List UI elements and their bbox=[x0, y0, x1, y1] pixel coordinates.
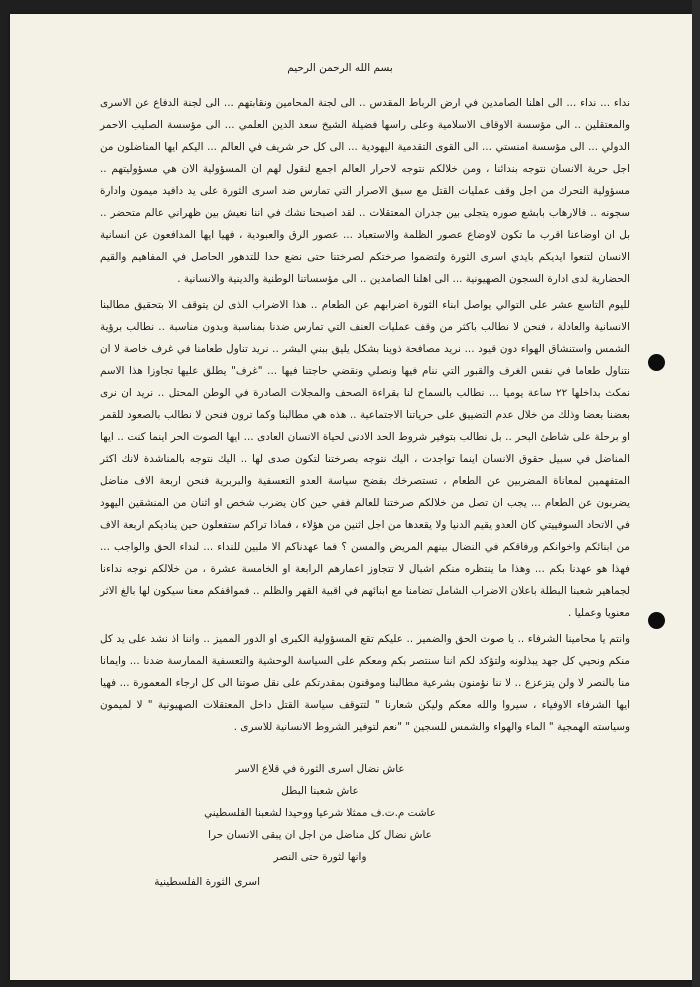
punch-hole bbox=[648, 612, 665, 629]
slogan-line: عاش نضال كل مناضل من اجل ان يبقى الانسان حرا bbox=[208, 829, 432, 841]
punch-hole bbox=[648, 354, 665, 371]
paragraph-appeal: نداء ... نداء ... الى اهلنا الصامدين في ارض الرباط المقدس .. الى لجنة المحامين ونقابتهم ... الى لجنة الدفاع عن الاسرى والمعتقلين .. الى مؤسسة الاوقاف الاسلامية وعلى راسها فضيلة الشيخ سعد الدين العلمي ... الى مؤسسة الصليب الاحمر الدولي ... الى مؤسسة امنستي ... الى القوى التقدمية اليهودية ... الى كل حر شريف في العالم ... اليكم ايها المناضلون من اجل حرية الانسان نتوجه بندائنا ، ومن خلالكم نتوجه لاحرار العالم اجمع لنقول لهم ان المسؤولية الان هي مسؤوليتهم .. مسؤولية التحرك من اجل وقف عمليات القتل مع سبق الاصرار التي تمارس ضد اسرى الثورة على يد دافيد ميمون وادارة سجونه .. فالارهاب بابشع صوره يتجلى بين جدران المعتقلات .. لقد اصبحنا نشك في اننا نعيش بين ظهراني عالم متحضر .. بل ان اوضاعنا اقرب ما تكون لاوضاع عصور الظلمة والاستعباد ... عصور الرق والعبودية ، فهيا ايها المدافعون عن انسانية الانسان لتنعوا ايديكم بايدي اسرى الثورة ولتضموا صرختكم لصرختنا حتى نضع حدا للتدهور الحاصل في المفاهيم والقيم الحضارية لدى ادارة السجون الصهيونية ... الى اهلنا الصامدين .. الى مؤسساتنا الوطنية والدينية والانسانية . bbox=[100, 97, 630, 285]
slogan-line: وانها لثورة حتى النصر bbox=[273, 851, 367, 863]
letter-body bbox=[100, 92, 630, 742]
closing-slogans bbox=[160, 758, 480, 868]
slogan-line: عاش نضال اسرى الثورة في قلاع الاسر bbox=[235, 763, 405, 775]
slogan-line: عاش شعبنا البطل bbox=[281, 785, 359, 797]
slogan-line: عاشت م.ت.ف ممثلا شرعيا ووحيدا لشعبنا الفلسطيني bbox=[204, 807, 436, 819]
basmala-heading: بسم الله الرحمن الرحيم bbox=[287, 62, 393, 74]
signature: اسرى الثورة الفلسطينية bbox=[154, 876, 260, 888]
paragraph-hunger-strike: لليوم التاسع عشر على التوالي يواصل ابناء الثورة اضرابهم عن الطعام .. هذا الاضراب الذى لن يتوقف الا بتحقيق مطالبنا الانسانية والعادلة ، فنحن لا نطالب باكثر من وقف عمليات العنف التي تمارس ضدنا بمناسبة وبدون مناسبة .. نطالب برؤية الشمس واستنشاق الهواء دون قيود ... نريد مصافحة ذوينا بشكل يليق ببني البشر .. نريد تناول طعامنا في غرف خاصة لا ان نتناول طعاما في نفس الغرف والقبور التي ننام فيها ونصلي ونقضي حاجتنا فيها ... "غرف" يطلق عليها تجاوزا هذا الاسم نمكث بداخلها ٢٢ ساعة يوميا ... نطالب بالسماح لنا بقراءة الصحف والمجلات الصادرة في الوطن المحتل .. نريد ان نرى بعضنا بعضا وذلك من خلال عدم التضييق على حرياتنا الاجتماعية .. هذه هي مطالبنا وكما ترون فنحن لا نطالب بالصعود للقمر او برحلة على شاطئ البحر .. بل نطالب بتوفير شروط الحد الادنى لحياة الانسان العادى ... ايها الصوت الحر اينما كنت .. ايها المناضل في سبيل حقوق الانسان اينما تواجدت ، اليك نتوجه بصرختنا لتكون صدى لها .. اليك نتوجه بالمناشدة لانك اكثر المتفهمين لمعاناة المضربين عن الطعام ، تستصرخك بفضح سياسة العدو التعسفية والبربرية فنحن اربعة الاف مناضل يضربون عن الطعام ... يجب ان تصل من خلالكم صرختنا للعالم ففي حين كان يضرب شخص او اثنان من المنشقين اليهود في الاتحاد السوفييتي كان العدو يقيم الدنيا ولا يقعدها من اجل اثنين من هؤلاء ، فماذا تراكم ستفعلون حين يناديكم اربعة الاف من ابنائكم واخوانكم ورفاقكم في النضال بينهم المريض والمسن ؟ فما عهدناكم الا ملبين للنداء ... لنداء الحق والواجب ... فهذا هو عهدنا بكم ... وهذا ما ينتظره منكم اشبال لا تتجاوز اعمارهم الرابعة او الخامسة عشرة ، من خلالكم نوجه نداءنا لجماهير شعبنا البطلة باعلان الاضراب الشامل تضامنا مع ابنائهم في اقبية القهر والظلم .. فمواقفكم معنا سيكون لها بالغ الاثر معنويا وعمليا . bbox=[100, 299, 630, 619]
scan-edge bbox=[692, 0, 700, 987]
paragraph-lawyers: وانتم يا محامينا الشرفاء .. يا صوت الحق والضمير .. عليكم تقع المسؤولية الكبرى او الدور المميز .. واننا اذ نشد على يد كل منكم ونحيي كل جهد يبذلونه ولتؤكد لكم اننا سنتصر بكم ومعكم على السياسة الوحشية والتعسفية الممارسة ضدنا ... وايمانا منا بالنصر لا ولن يتزعزع .. لا ننا نؤمنون بشرعية مطالبنا وموقنون بمقدرتكم على نقل صوتنا الى كل ارجاء المعمورة ... فهيا ايها الشرفاء الاوفياء ، سيروا والله معكم وليكن شعارنا " لتتوقف سياسة القتل داخل المعتقلات الصهيونية " لا لميمون وسياسته الهمجية " الماء والهواء والشمس للسجين " "نعم لتوفير الشروط الانسانية للاسرى . bbox=[100, 633, 630, 733]
